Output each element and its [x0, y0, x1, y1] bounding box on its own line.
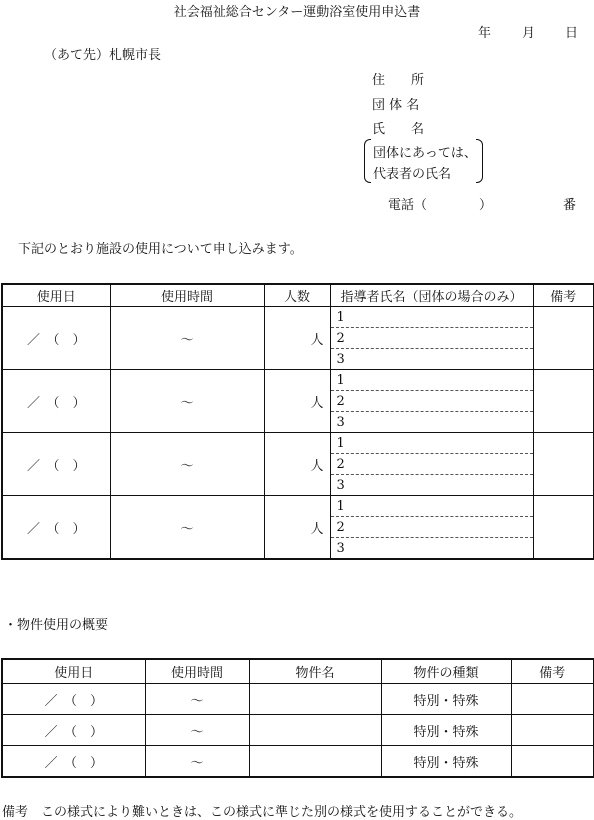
date-day-label: 日	[565, 26, 579, 41]
header-people: 人数	[264, 284, 330, 307]
equipment-time-cell[interactable]: ～	[145, 715, 249, 746]
usage-time-cell[interactable]: ～	[110, 433, 264, 496]
table-row	[2, 307, 594, 328]
representative-note	[364, 139, 483, 183]
instructor-slot[interactable]: 3	[330, 475, 533, 496]
table-row	[2, 370, 594, 391]
representative-note-line1: 団体にあっては、	[373, 146, 477, 161]
table-row	[2, 715, 594, 746]
equipment-header-row	[2, 659, 594, 684]
phone-close: ）	[479, 198, 493, 213]
equipment-time-cell[interactable]: ～	[145, 746, 249, 778]
left-bracket	[364, 139, 371, 183]
equipment-date-cell[interactable]: ／ （ ）	[2, 684, 145, 715]
equipment-date-cell[interactable]: ／ （ ）	[2, 715, 145, 746]
header-date: 使用日	[2, 284, 110, 307]
instructor-slot[interactable]: 3	[330, 349, 533, 370]
equipment-name-cell[interactable]	[249, 746, 381, 778]
address-label: 住 所	[372, 73, 425, 88]
usage-time-cell[interactable]: ～	[110, 370, 264, 433]
usage-remarks-cell[interactable]	[533, 433, 594, 496]
instructor-slot[interactable]: 3	[330, 412, 533, 433]
header-item-name: 物件名	[249, 659, 381, 684]
usage-remarks-cell[interactable]	[533, 370, 594, 433]
instructor-slot[interactable]: 1	[330, 496, 533, 517]
equipment-table	[1, 658, 594, 778]
equipment-type-cell[interactable]: 特別・特殊	[381, 684, 511, 715]
date-year-label: 年	[478, 26, 492, 41]
instructor-slot[interactable]: 2	[330, 328, 533, 349]
header-remarks: 備考	[511, 659, 594, 684]
equipment-type-cell[interactable]: 特別・特殊	[381, 746, 511, 778]
equipment-type-cell[interactable]: 特別・特殊	[381, 715, 511, 746]
equipment-time-cell[interactable]: ～	[145, 684, 249, 715]
date-month-label: 月	[522, 26, 536, 41]
header-remarks: 備考	[533, 284, 594, 307]
header-date: 使用日	[2, 659, 145, 684]
form-title: 社会福祉総合センター運動浴室使用申込書	[173, 5, 421, 20]
equipment-remarks-cell[interactable]	[511, 715, 594, 746]
usage-people-cell[interactable]: 人	[264, 496, 330, 560]
representative-note-line2: 代表者の氏名	[373, 167, 452, 182]
usage-time-cell[interactable]: ～	[110, 496, 264, 560]
phone-label: 電話（	[388, 198, 428, 213]
equipment-remarks-cell[interactable]	[511, 684, 594, 715]
usage-remarks-cell[interactable]	[533, 307, 594, 370]
instructor-slot[interactable]: 1	[330, 307, 533, 328]
table-row	[2, 496, 594, 517]
right-bracket	[476, 139, 483, 183]
usage-date-cell[interactable]: ／ （ ）	[2, 496, 110, 560]
instructor-slot[interactable]: 1	[330, 433, 533, 454]
usage-date-cell[interactable]: ／ （ ）	[2, 433, 110, 496]
header-item-type: 物件の種類	[381, 659, 511, 684]
usage-date-cell[interactable]: ／ （ ）	[2, 307, 110, 370]
usage-people-cell[interactable]: 人	[264, 370, 330, 433]
usage-table	[1, 283, 594, 560]
usage-date-cell[interactable]: ／ （ ）	[2, 370, 110, 433]
equipment-name-cell[interactable]	[249, 715, 381, 746]
table-row	[2, 433, 594, 454]
addressee: （あて先）札幌市長	[44, 48, 162, 63]
instructor-slot[interactable]: 2	[330, 391, 533, 412]
header-time: 使用時間	[110, 284, 264, 307]
usage-people-cell[interactable]: 人	[264, 433, 330, 496]
group-name-label: 団 体 名	[372, 98, 420, 113]
table-row	[2, 746, 594, 778]
intro-text: 下記のとおり施設の使用について申し込みます。	[18, 242, 303, 257]
phone-suffix: 番	[563, 198, 577, 213]
header-instructor: 指導者氏名（団体の場合のみ）	[330, 284, 533, 307]
equipment-name-cell[interactable]	[249, 684, 381, 715]
instructor-slot[interactable]: 3	[330, 538, 533, 560]
instructor-slot[interactable]: 2	[330, 517, 533, 538]
name-label: 氏 名	[372, 122, 425, 137]
usage-header-row	[2, 284, 594, 307]
usage-remarks-cell[interactable]	[533, 496, 594, 560]
equipment-date-cell[interactable]: ／ （ ）	[2, 746, 145, 778]
equipment-remarks-cell[interactable]	[511, 746, 594, 778]
instructor-slot[interactable]: 1	[330, 370, 533, 391]
equipment-section-heading: ・物件使用の概要	[4, 618, 109, 633]
usage-time-cell[interactable]: ～	[110, 307, 264, 370]
usage-people-cell[interactable]: 人	[264, 307, 330, 370]
remarks-note: 備考 この様式により難いときは、この様式に準じた別の様式を使用することができる。	[2, 805, 523, 820]
instructor-slot[interactable]: 2	[330, 454, 533, 475]
header-time: 使用時間	[145, 659, 249, 684]
table-row	[2, 684, 594, 715]
